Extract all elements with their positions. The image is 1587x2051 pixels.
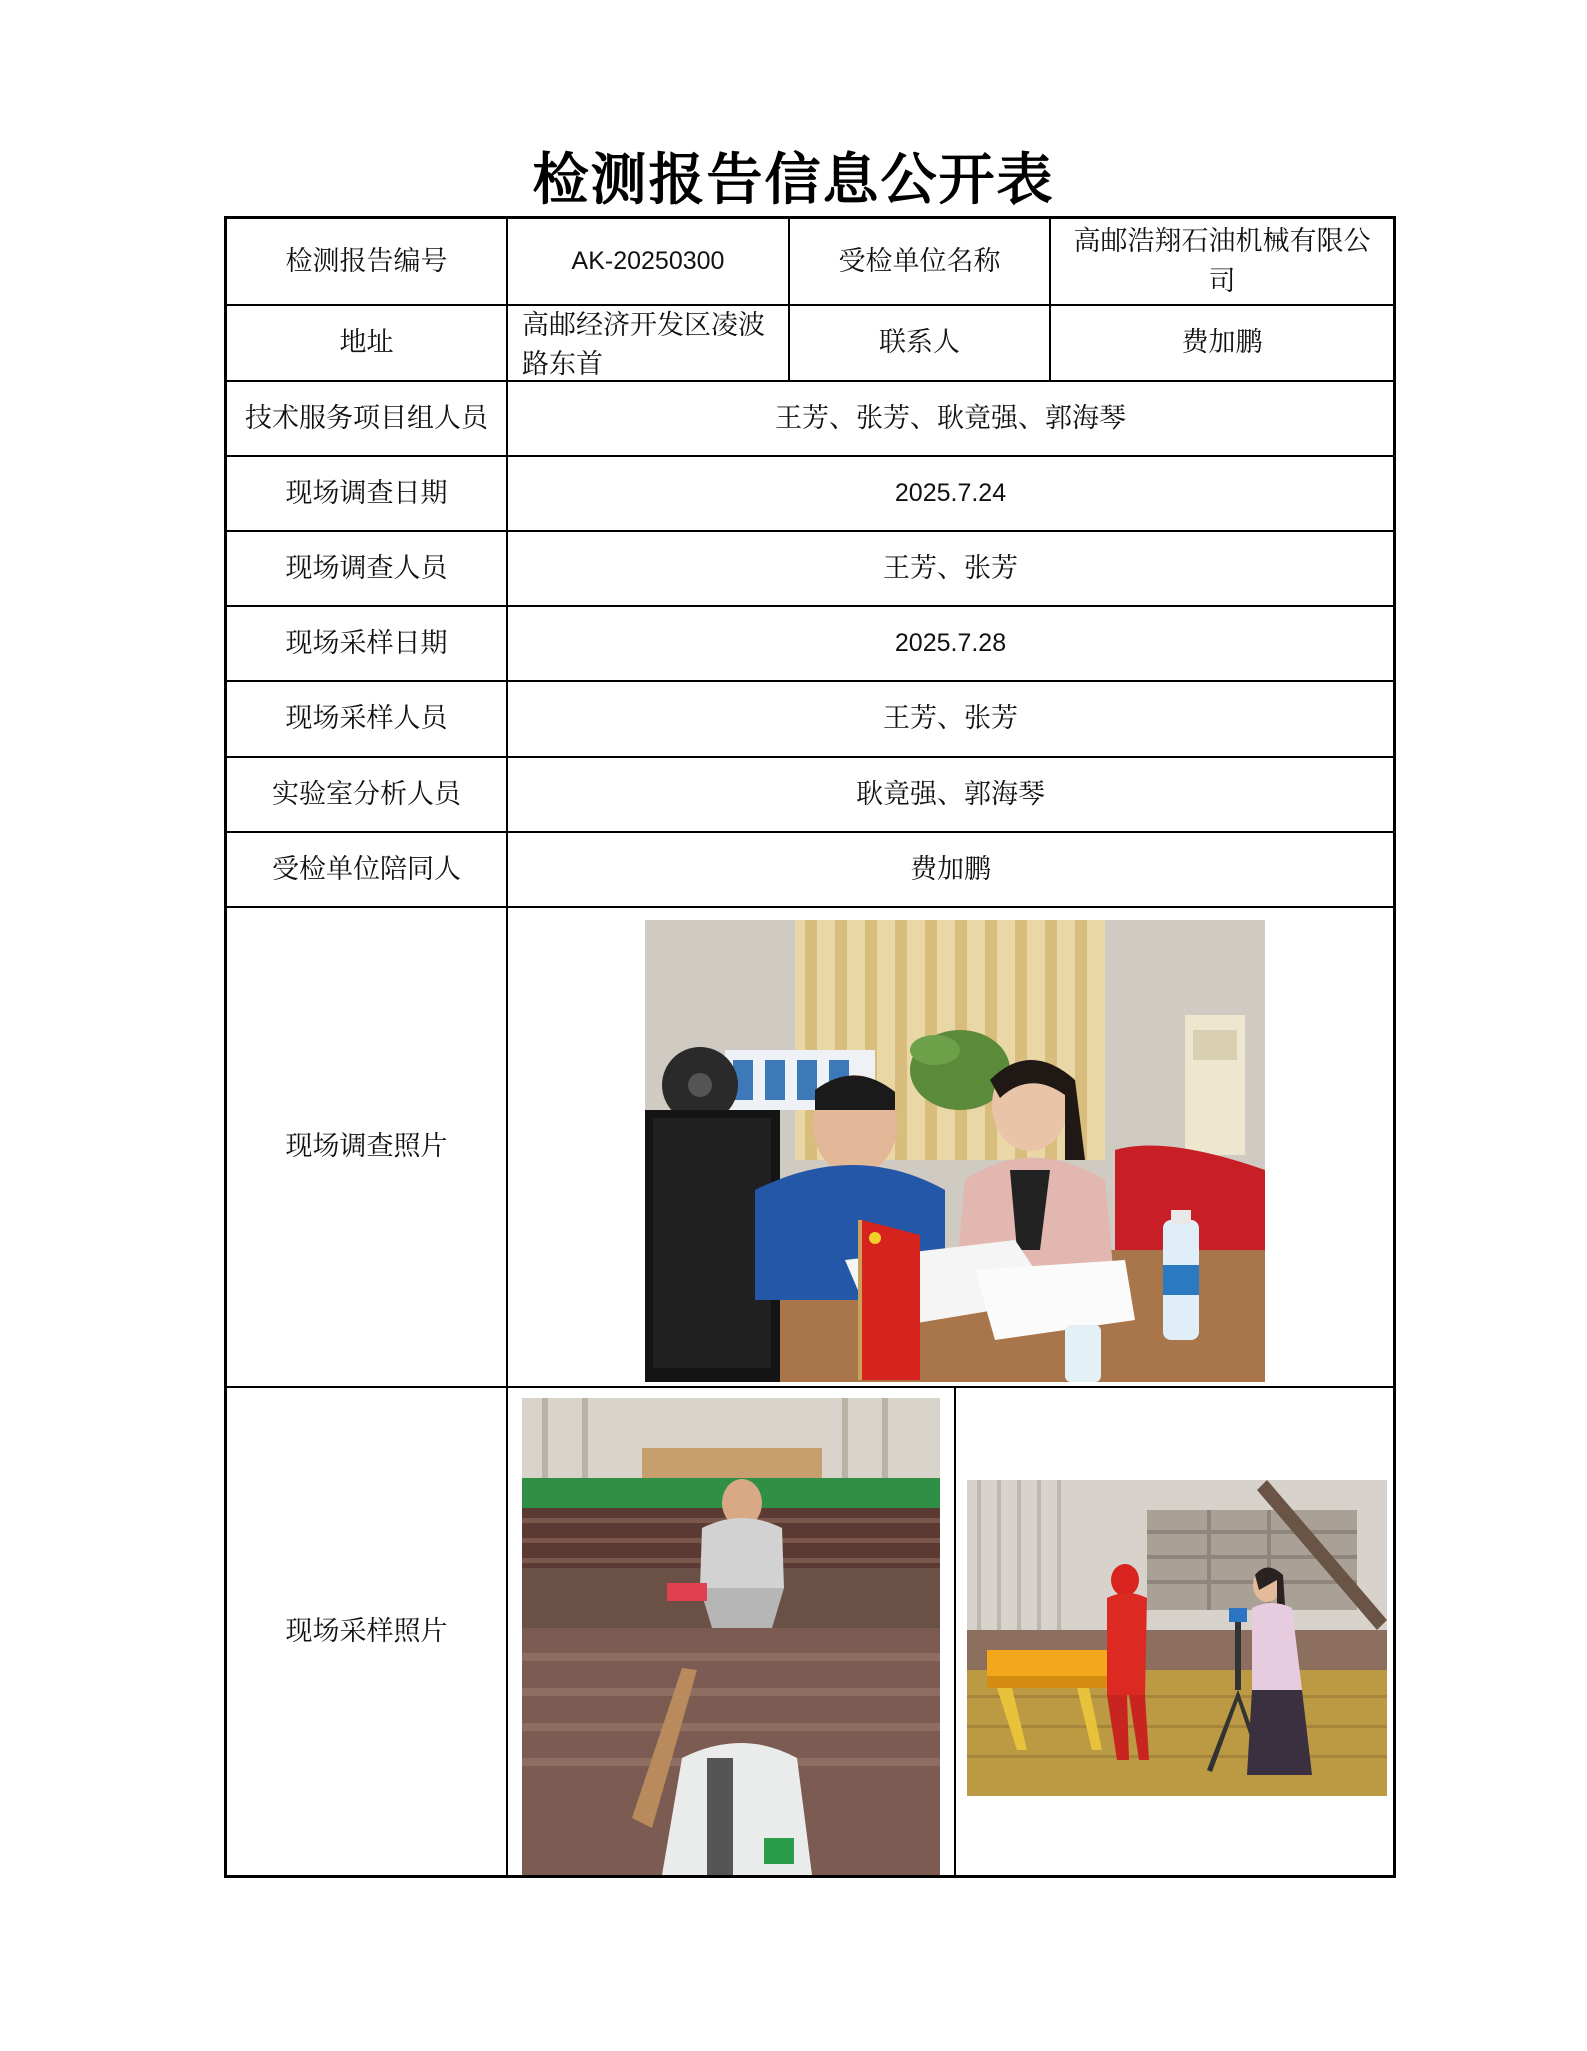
noise-measurement-photo-icon (967, 1480, 1387, 1796)
escort-value: 费加鹏 (910, 853, 991, 885)
sampling-photo-label: 现场采样照片 (285, 1615, 448, 1647)
escort-label: 受检单位陪同人 (272, 853, 461, 885)
survey-photo-label: 现场调查照片 (285, 1131, 448, 1163)
sampling-staff-value: 王芳、张芳 (883, 703, 1018, 735)
report-no-label: 检测报告编号 (285, 245, 448, 277)
address-label: 地址 (339, 327, 394, 359)
contact-label: 联系人 (879, 327, 960, 359)
team-value: 王芳、张芳、耿竟强、郭海琴 (775, 402, 1126, 434)
lab-staff-value: 耿竟强、郭海琴 (856, 778, 1045, 810)
survey-date-label: 现场调查日期 (285, 477, 448, 509)
survey-date-value: 2025.7.24 (894, 479, 1007, 508)
survey-staff-value: 王芳、张芳 (883, 552, 1018, 584)
survey-staff-label: 现场调查人员 (285, 552, 448, 584)
sampling-date-label: 现场采样日期 (285, 627, 448, 659)
address-line2: 路东首 (522, 349, 603, 381)
unit-name-label: 受检单位名称 (838, 245, 1001, 277)
workshop-sampling-photo-icon (522, 1398, 940, 1875)
report-no-value: AK-20250300 (571, 247, 725, 276)
page-title: 检测报告信息公开表 (532, 148, 1055, 213)
unit-name-value (1051, 219, 1393, 304)
lab-staff-label: 实验室分析人员 (272, 778, 461, 810)
unit-name-line2: 司 (1208, 265, 1236, 297)
report-table (224, 216, 1396, 1878)
office-meeting-photo-icon (645, 920, 1265, 1382)
unit-name-line1: 高邮浩翔石油机械有限公 (1073, 226, 1371, 258)
sampling-date-value: 2025.7.28 (894, 629, 1007, 658)
contact-value: 费加鹏 (1181, 327, 1263, 359)
address-value (508, 306, 788, 380)
sampling-staff-label: 现场采样人员 (285, 703, 448, 735)
team-label: 技术服务项目组人员 (245, 402, 488, 434)
address-line1: 高邮经济开发区凌波 (522, 310, 765, 341)
